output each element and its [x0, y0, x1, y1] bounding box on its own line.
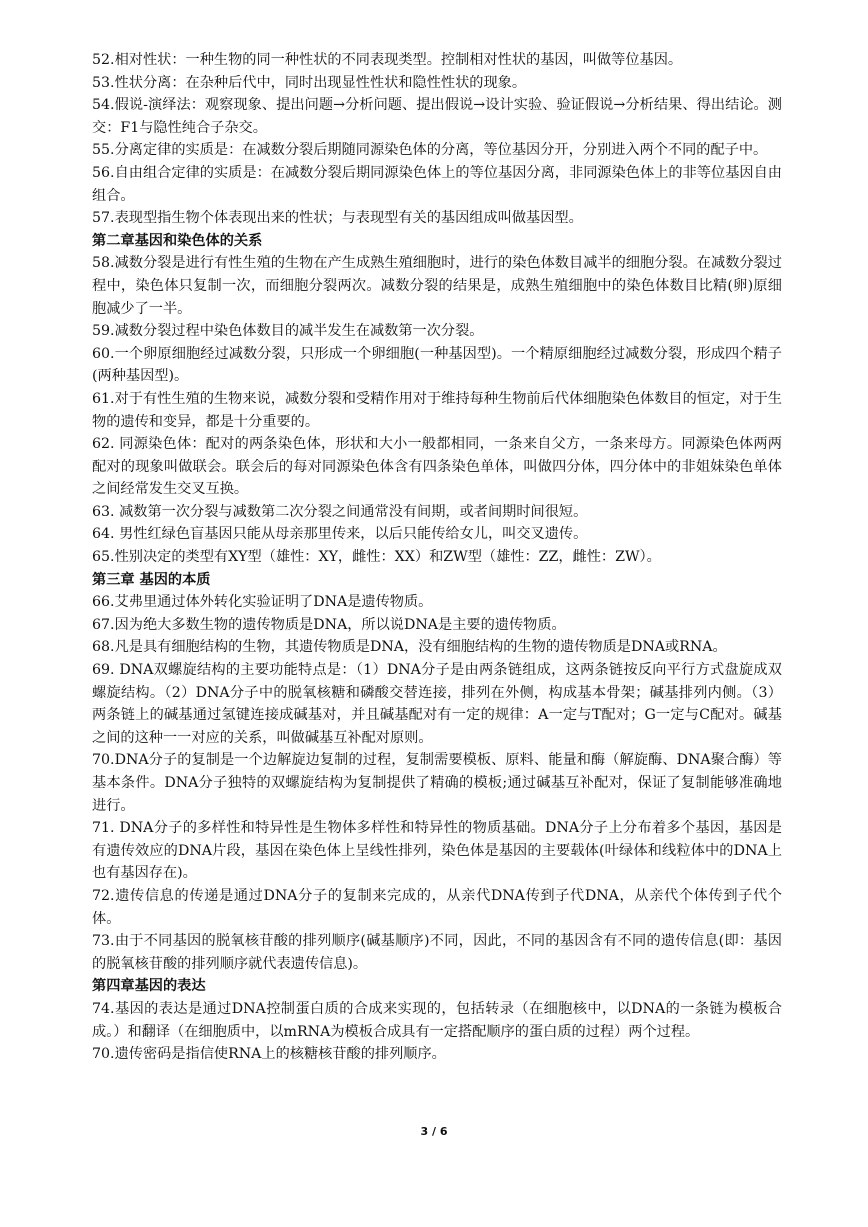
- paragraph: 63. 减数第一次分裂与减数第二次分裂之间通常没有间期，或者间期时间很短。: [92, 503, 588, 520]
- chapter-heading: 第二章基因和染色体的关系: [92, 232, 263, 249]
- paragraph: 74.基因的表达是通过DNA控制蛋白质的合成来实现的，包括转录（在细胞核中，以DNA的一条链为模板合成。）和翻译（在细胞质中，以mRNA为模板合成具有一定搭配顺序的蛋白质的过程）两个过程。: [92, 1000, 782, 1040]
- paragraph: 73.由于不同基因的脱氧核苷酸的排列顺序(碱基顺序)不同，因此，不同的基因含有不同的遗传信息(即：基因的脱氧核苷酸的排列顺序就代表遗传信息)。: [92, 933, 782, 972]
- paragraph: 52.相对性状：一种生物的同一种性状的不同表现类型。控制相对性状的基因，叫做等位基因。: [92, 52, 683, 68]
- paragraph: 65.性别决定的类型有XY型（雄性：XY，雌性：XX）和ZW型（雄性：ZZ，雌性：ZW）。: [92, 549, 661, 566]
- paragraph: 66.艾弗里通过体外转化实验证明了DNA是遗传物质。: [92, 594, 433, 611]
- page-number: 3 / 6: [420, 1125, 448, 1138]
- paragraph: 60.一个卵原细胞经过减数分裂，只形成一个卵细胞(一种基因型)。一个精原细胞经过减数分裂，形成四个精子(两种基因型)。: [92, 345, 782, 385]
- paragraph: 62. 同源染色体：配对的两条染色体，形状和大小一般都相同，一条来自父方，一条来母方。同源染色体两两配对的现象叫做联会。联会后的每对同源染色体含有四条染色单体，叫做四分体，四分体中的非姐妹染色单体之间经常发生交叉互换。: [92, 436, 782, 498]
- paragraph: 72.遗传信息的传递是通过DNA分子的复制来完成的，从亲代DNA传到子代DNA，从亲代个体传到子代个体。: [92, 887, 782, 927]
- paragraph: 71. DNA分子的多样性和特异性是生物体多样性和特异性的物质基础。DNA分子上分布着多个基因，基因是有遗传效应的DNA片段，基因在染色体上呈线性排列，染色体是基因的主要载体(叶绿体和线粒体中的DNA上也有基因存在)。: [92, 820, 782, 882]
- paragraph: 69. DNA双螺旋结构的主要功能特点是：（1）DNA分子是由两条链组成，这两条链按反向平行方式盘旋成双螺旋结构。（2）DNA分子中的脱氧核糖和磷酸交替连接，排列在外侧，构成基本骨架；碱基排列内侧。（3）两条链上的碱基通过氢键连接成碱基对，并且碱基配对有一定的规律：A一定与T配对；G一定与C配对。碱基之间的这种一一对应的关系，叫做碱基互补配对原则。: [92, 662, 782, 746]
- paragraph: 57.表现型指生物个体表现出来的性状；与表现型有关的基因组成叫做基因型。: [92, 210, 583, 227]
- paragraph: 55.分离定律的实质是：在减数分裂后期随同源染色体的分离，等位基因分开，分别进入两个不同的配子中。: [92, 142, 768, 159]
- document-body: [92, 49, 782, 1066]
- paragraph: 59.减数分裂过程中染色体数目的减半发生在减数第一次分裂。: [92, 323, 484, 340]
- paragraph: 64. 男性红绿色盲基因只能从母亲那里传来，以后只能传给女儿，叫交叉遗传。: [92, 526, 588, 543]
- paragraph: 68.凡是具有细胞结构的生物，其遗传物质是DNA，没有细胞结构的生物的遗传物质是DNA或RNA。: [92, 639, 727, 656]
- paragraph: 53.性状分离：在杂种后代中，同时出现显性性状和隐性性状的现象。: [92, 74, 527, 91]
- chapter-heading: 第三章 基因的本质: [92, 571, 211, 588]
- paragraph: 58.减数分裂是进行有性生殖的生物在产生成熟生殖细胞时，进行的染色体数目减半的细胞分裂。在减数分裂过程中，染色体只复制一次，而细胞分裂两次。减数分裂的结果是，成熟生殖细胞中的染色体数目比精(卵)原细胞减少了一半。: [92, 255, 782, 317]
- paragraph: 56.自由组合定律的实质是：在减数分裂后期同源染色体上的等位基因分离，非同源染色体上的非等位基因自由组合。: [92, 164, 782, 204]
- paragraph: 54.假说-演绎法：观察现象、提出问题→分析问题、提出假说→设计实验、验证假说→分析结果、得出结论。测交：F1与隐性纯合子杂交。: [92, 97, 782, 136]
- paragraph: 67.因为绝大多数生物的遗传物质是DNA，所以说DNA是主要的遗传物质。: [92, 616, 566, 633]
- chapter-heading: 第四章基因的表达: [92, 978, 206, 995]
- paragraph: 70.遗传密码是指信使RNA上的核糖核苷酸的排列顺序。: [92, 1046, 446, 1063]
- paragraph: 70.DNA分子的复制是一个边解旋边复制的过程，复制需要模板、原料、能量和酶（解旋酶、DNA聚合酶）等基本条件。DNA分子独特的双螺旋结构为复制提供了精确的模板;通过碱基互补配对，保证了复制能够准确地进行。: [92, 752, 782, 814]
- paragraph: 61.对于有性生殖的生物来说，减数分裂和受精作用对于维持每种生物前后代体细胞染色体数目的恒定，对于生物的遗传和变异，都是十分重要的。: [92, 390, 782, 430]
